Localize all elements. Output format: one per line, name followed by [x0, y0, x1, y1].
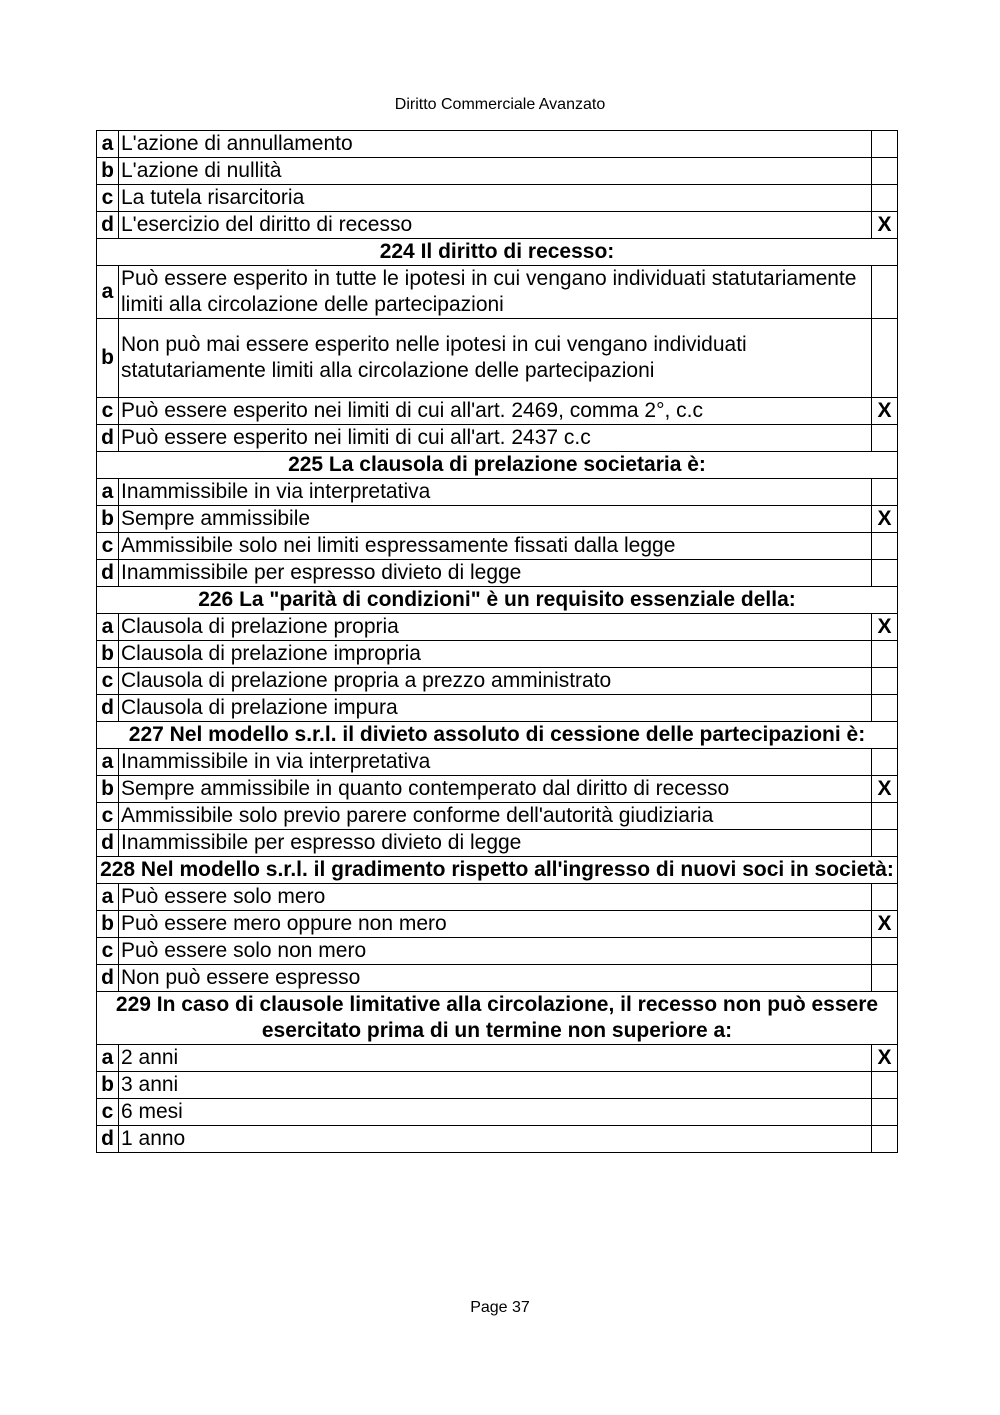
- answer-letter: d: [97, 965, 119, 992]
- answer-text: Non può essere espresso: [119, 965, 872, 992]
- answer-row: [97, 830, 898, 857]
- answer-mark: [872, 830, 898, 857]
- answer-mark: [872, 479, 898, 506]
- answer-row: [97, 212, 898, 239]
- answer-letter: a: [97, 749, 119, 776]
- answer-row: [97, 1126, 898, 1153]
- answer-row: [97, 1099, 898, 1126]
- answer-text: L'azione di annullamento: [119, 131, 872, 158]
- answer-letter: c: [97, 938, 119, 965]
- question-text: 228 Nel modello s.r.l. il gradimento rispetto all'ingresso di nuovi soci in società:: [97, 857, 898, 884]
- answer-row: [97, 1072, 898, 1099]
- answer-letter: a: [97, 614, 119, 641]
- answer-letter: d: [97, 425, 119, 452]
- answer-text: Può essere solo non mero: [119, 938, 872, 965]
- answer-row: [97, 938, 898, 965]
- quiz-table: [96, 130, 898, 1153]
- answer-mark: X: [872, 398, 898, 425]
- quiz-table-body: [97, 131, 898, 1153]
- answer-row: [97, 965, 898, 992]
- answer-row: [97, 668, 898, 695]
- answer-text: Sempre ammissibile in quanto contemperato dal diritto di recesso: [119, 776, 872, 803]
- answer-row: [97, 641, 898, 668]
- answer-text: Può essere solo mero: [119, 884, 872, 911]
- answer-row: [97, 158, 898, 185]
- answer-mark: [872, 803, 898, 830]
- answer-letter: c: [97, 1099, 119, 1126]
- answer-mark: [872, 533, 898, 560]
- answer-mark: [872, 560, 898, 587]
- answer-text: Inammissibile in via interpretativa: [119, 479, 872, 506]
- answer-row: [97, 266, 898, 319]
- answer-text: Può essere esperito nei limiti di cui all'art. 2469, comma 2°, c.c: [119, 398, 872, 425]
- question-text: 224 Il diritto di recesso:: [97, 239, 898, 266]
- answer-letter: b: [97, 1072, 119, 1099]
- answer-mark: X: [872, 1045, 898, 1072]
- question-row: [97, 992, 898, 1045]
- answer-text: Può essere esperito nei limiti di cui all'art. 2437 c.c: [119, 425, 872, 452]
- answer-letter: b: [97, 911, 119, 938]
- answer-mark: [872, 266, 898, 319]
- answer-row: [97, 614, 898, 641]
- answer-row: [97, 506, 898, 533]
- answer-text: 2 anni: [119, 1045, 872, 1072]
- answer-letter: d: [97, 830, 119, 857]
- question-text: 227 Nel modello s.r.l. il divieto assoluto di cessione delle partecipazioni è:: [97, 722, 898, 749]
- answer-text: Non può mai essere esperito nelle ipotesi in cui vengano individuati statutariamente limiti alla circolazione delle partecipazioni: [119, 319, 872, 398]
- answer-letter: d: [97, 695, 119, 722]
- answer-mark: [872, 158, 898, 185]
- answer-letter: a: [97, 266, 119, 319]
- answer-row: [97, 319, 898, 398]
- answer-text: Può essere mero oppure non mero: [119, 911, 872, 938]
- answer-row: [97, 560, 898, 587]
- answer-letter: b: [97, 641, 119, 668]
- answer-row: [97, 884, 898, 911]
- page-number: Page 37: [470, 1299, 530, 1316]
- answer-letter: d: [97, 212, 119, 239]
- answer-row: [97, 131, 898, 158]
- answer-row: [97, 695, 898, 722]
- question-row: [97, 857, 898, 884]
- answer-mark: [872, 749, 898, 776]
- answer-letter: d: [97, 560, 119, 587]
- answer-mark: [872, 965, 898, 992]
- answer-text: Sempre ammissibile: [119, 506, 872, 533]
- answer-mark: [872, 319, 898, 398]
- answer-mark: [872, 1126, 898, 1153]
- answer-mark: [872, 185, 898, 212]
- answer-mark: X: [872, 212, 898, 239]
- answer-mark: [872, 884, 898, 911]
- question-text: 225 La clausola di prelazione societaria è:: [97, 452, 898, 479]
- answer-letter: c: [97, 185, 119, 212]
- answer-mark: X: [872, 776, 898, 803]
- answer-letter: b: [97, 319, 119, 398]
- answer-letter: c: [97, 803, 119, 830]
- answer-mark: X: [872, 614, 898, 641]
- answer-row: [97, 803, 898, 830]
- answer-mark: X: [872, 506, 898, 533]
- answer-mark: [872, 1072, 898, 1099]
- answer-row: [97, 1045, 898, 1072]
- answer-text: 3 anni: [119, 1072, 872, 1099]
- answer-mark: [872, 641, 898, 668]
- question-text: 226 La "parità di condizioni" è un requisito essenziale della:: [97, 587, 898, 614]
- question-text: 229 In caso di clausole limitative alla circolazione, il recesso non può essere esercitato prima di un termine non superiore a:: [97, 992, 898, 1045]
- question-row: [97, 452, 898, 479]
- answer-mark: [872, 938, 898, 965]
- answer-mark: [872, 425, 898, 452]
- answer-mark: [872, 131, 898, 158]
- answer-text: Ammissibile solo nei limiti espressamente fissati dalla legge: [119, 533, 872, 560]
- answer-letter: b: [97, 158, 119, 185]
- answer-text: Inammissibile per espresso divieto di legge: [119, 560, 872, 587]
- answer-text: L'esercizio del diritto di recesso: [119, 212, 872, 239]
- answer-mark: [872, 668, 898, 695]
- answer-row: [97, 479, 898, 506]
- answer-letter: a: [97, 479, 119, 506]
- answer-mark: X: [872, 911, 898, 938]
- answer-text: Ammissibile solo previo parere conforme dell'autorità giudiziaria: [119, 803, 872, 830]
- answer-letter: b: [97, 506, 119, 533]
- answer-text: 6 mesi: [119, 1099, 872, 1126]
- answer-text: Clausola di prelazione propria a prezzo amministrato: [119, 668, 872, 695]
- answer-text: Inammissibile per espresso divieto di legge: [119, 830, 872, 857]
- answer-row: [97, 398, 898, 425]
- answer-text: L'azione di nullità: [119, 158, 872, 185]
- answer-letter: c: [97, 533, 119, 560]
- answer-row: [97, 533, 898, 560]
- answer-row: [97, 749, 898, 776]
- answer-letter: b: [97, 776, 119, 803]
- answer-text: Può essere esperito in tutte le ipotesi in cui vengano individuati statutariamente limiti alla circolazione delle partecipazioni: [119, 266, 872, 319]
- answer-text: Clausola di prelazione impura: [119, 695, 872, 722]
- question-row: [97, 722, 898, 749]
- answer-text: 1 anno: [119, 1126, 872, 1153]
- answer-letter: a: [97, 131, 119, 158]
- answer-text: La tutela risarcitoria: [119, 185, 872, 212]
- answer-text: Clausola di prelazione propria: [119, 614, 872, 641]
- answer-mark: [872, 695, 898, 722]
- question-row: [97, 587, 898, 614]
- answer-row: [97, 425, 898, 452]
- answer-letter: a: [97, 884, 119, 911]
- answer-letter: c: [97, 398, 119, 425]
- answer-row: [97, 185, 898, 212]
- answer-letter: c: [97, 668, 119, 695]
- question-row: [97, 239, 898, 266]
- answer-text: Clausola di prelazione impropria: [119, 641, 872, 668]
- answer-text: Inammissibile in via interpretativa: [119, 749, 872, 776]
- answer-letter: d: [97, 1126, 119, 1153]
- answer-row: [97, 776, 898, 803]
- answer-letter: a: [97, 1045, 119, 1072]
- page-header: Diritto Commerciale Avanzato: [394, 96, 606, 113]
- answer-row: [97, 911, 898, 938]
- answer-mark: [872, 1099, 898, 1126]
